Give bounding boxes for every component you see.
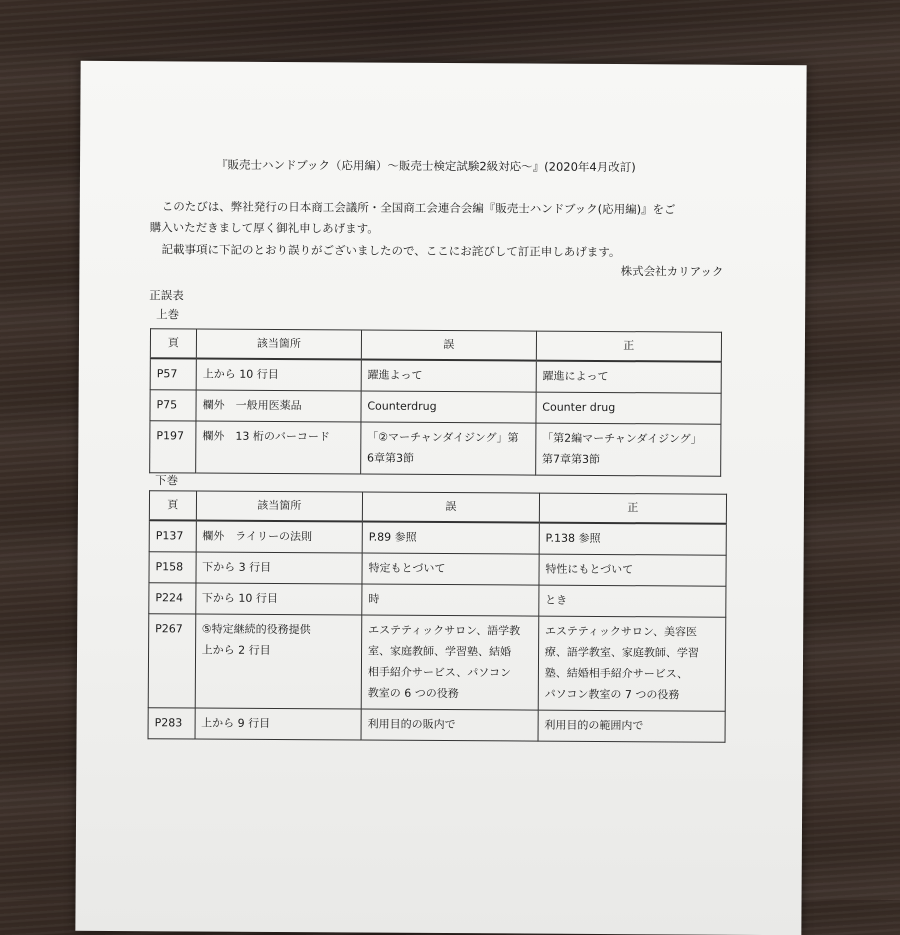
cell-page: P267	[148, 614, 195, 708]
cell-correct: 躍進によって	[536, 361, 721, 394]
header-page: 頁	[149, 491, 196, 521]
cell-page: P283	[148, 708, 195, 739]
cell-page: P57	[150, 358, 196, 390]
intro-line-3: 記載事項に下記のとおり誤りがございましたので、ここにお詫びして訂正申しあげます。	[161, 242, 621, 260]
cell-error: P.89 参照	[362, 522, 539, 555]
cell-correct: 利用目的の範囲内で	[538, 710, 725, 742]
header-correct: 正	[536, 331, 721, 362]
cell-error: 時	[362, 584, 539, 616]
table-header-row	[149, 491, 726, 524]
cell-correct: とき	[539, 585, 726, 617]
intro-line-2: 購入いただきまして厚く御礼申しあげます。	[149, 220, 379, 236]
cell-error: 特定もとづいて	[362, 553, 539, 585]
table-row	[149, 583, 726, 618]
table-row	[150, 421, 721, 476]
errata-paper-sheet	[75, 61, 806, 935]
cell-error: 利用目的の販内で	[361, 709, 538, 741]
table-row	[150, 390, 721, 424]
errata-label: 正誤表	[149, 288, 184, 303]
volume1-label: 上巻	[156, 307, 180, 322]
cell-location: 下から 10 行目	[195, 583, 362, 615]
cell-error: 「②マーチャンダイジング」第 6章第3節	[360, 422, 535, 475]
company-name: 株式会社カリアック	[620, 264, 724, 279]
header-page: 頁	[150, 329, 196, 359]
table-row	[149, 552, 726, 587]
cell-location: 欄外 13 桁のバーコード	[196, 421, 361, 474]
table-row	[150, 358, 721, 393]
cell-location: ⑤特定継続的役務提供 上から 2 行目	[195, 614, 362, 709]
cell-location: 上から 10 行目	[196, 359, 361, 392]
cell-page: P224	[149, 583, 196, 614]
cell-location: 下から 3 行目	[196, 552, 363, 584]
header-error: 誤	[362, 492, 539, 523]
cell-correct: P.138 参照	[539, 523, 726, 556]
document-title: 『販売士ハンドブック（応用編）～販売士検定試験2級対応～』(2020年4月改訂)	[215, 157, 636, 175]
cell-correct: エステティックサロン、美容医 療、語学教室、家庭教師、学習 塾、結婚相手紹介サービス、 パソコン教室の 7 つの役務	[538, 616, 726, 711]
cell-error: 躍進よって	[361, 360, 536, 393]
intro-line-1: このたびは、弊社発行の日本商工会議所・全国商工会連合会編『販売士ハンドブック(応用編)』をご	[161, 199, 676, 217]
cell-correct: 「第2編マーチャンダイジング」 第7章第3節	[535, 423, 721, 476]
cell-error: Counterdrug	[361, 391, 536, 423]
table-row	[148, 614, 726, 712]
header-location: 該当箇所	[196, 329, 361, 360]
cell-page: P137	[149, 520, 196, 552]
volume2-label: 下巻	[155, 473, 179, 488]
cell-page: P75	[150, 390, 196, 421]
cell-location: 上から 9 行目	[195, 708, 362, 740]
header-location: 該当箇所	[196, 491, 363, 522]
table-header-row	[150, 329, 721, 362]
volume1-errata-table	[149, 328, 722, 476]
cell-correct: Counter drug	[536, 392, 721, 424]
header-correct: 正	[539, 493, 726, 524]
cell-error: エステティックサロン、語学教 室、家庭教師、学習塾、結婚 相手紹介サービス、パソコン 教室の 6 つの役務	[361, 615, 538, 710]
cell-location: 欄外 ライリーの法則	[196, 521, 363, 554]
header-error: 誤	[361, 330, 536, 361]
cell-correct: 特性にもとづいて	[539, 554, 726, 586]
table-row	[149, 520, 726, 555]
volume2-errata-table	[148, 490, 728, 743]
cell-page: P197	[150, 421, 196, 473]
cell-page: P158	[149, 552, 196, 583]
table-row	[148, 708, 725, 743]
cell-location: 欄外 一般用医薬品	[196, 390, 361, 422]
